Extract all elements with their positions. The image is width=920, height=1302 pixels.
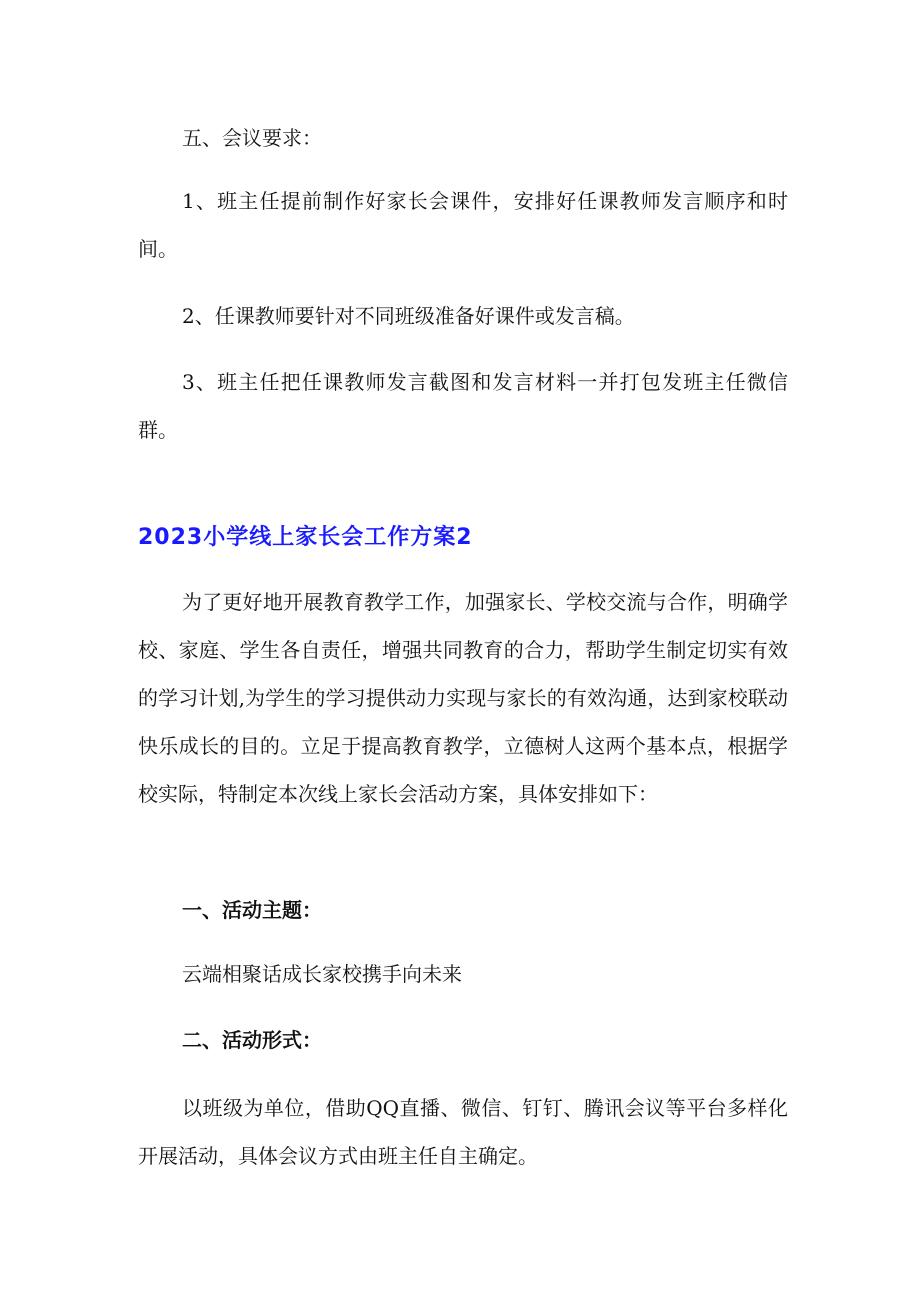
requirement-item-3: 3、班主任把任课教师发言截图和发言材料一并打包发班主任微信群。 (138, 370, 788, 442)
activity-form-title: 二、活动形式： (182, 1028, 322, 1052)
plan-intro-paragraph: 为了更好地开展教育教学工作，加强家长、学校交流与合作，明确学校、家庭、学生各自责任，增强共同教育的合力，帮助学生制定切实有效的学习计划,为学生的学习提供动力实现与家长的有效沟通，达到家校联动快乐成长的目的。立足于提高教育教学，立德树人这两个基本点，根据学校实际，特制定本次线上家长会活动方案，具体安排如下： (138, 590, 788, 806)
requirement-item-2: 2、任课教师要针对不同班级准备好课件或发言稿。 (182, 304, 635, 328)
plan-heading: 2023小学线上家长会工作方案2 (138, 525, 473, 550)
activity-theme-title: 一、活动主题： (182, 898, 322, 922)
requirement-item-1: 1、班主任提前制作好家长会课件，安排好任课教师发言顺序和时间。 (138, 189, 788, 261)
activity-theme-text: 云端相聚话成长家校携手向未来 (182, 962, 462, 986)
activity-form-text: 以班级为单位，借助QQ直播、微信、钉钉、腾讯会议等平台多样化开展活动，具体会议方式由班主任自主确定。 (138, 1096, 788, 1168)
section-5-title: 五、会议要求： (182, 126, 322, 150)
